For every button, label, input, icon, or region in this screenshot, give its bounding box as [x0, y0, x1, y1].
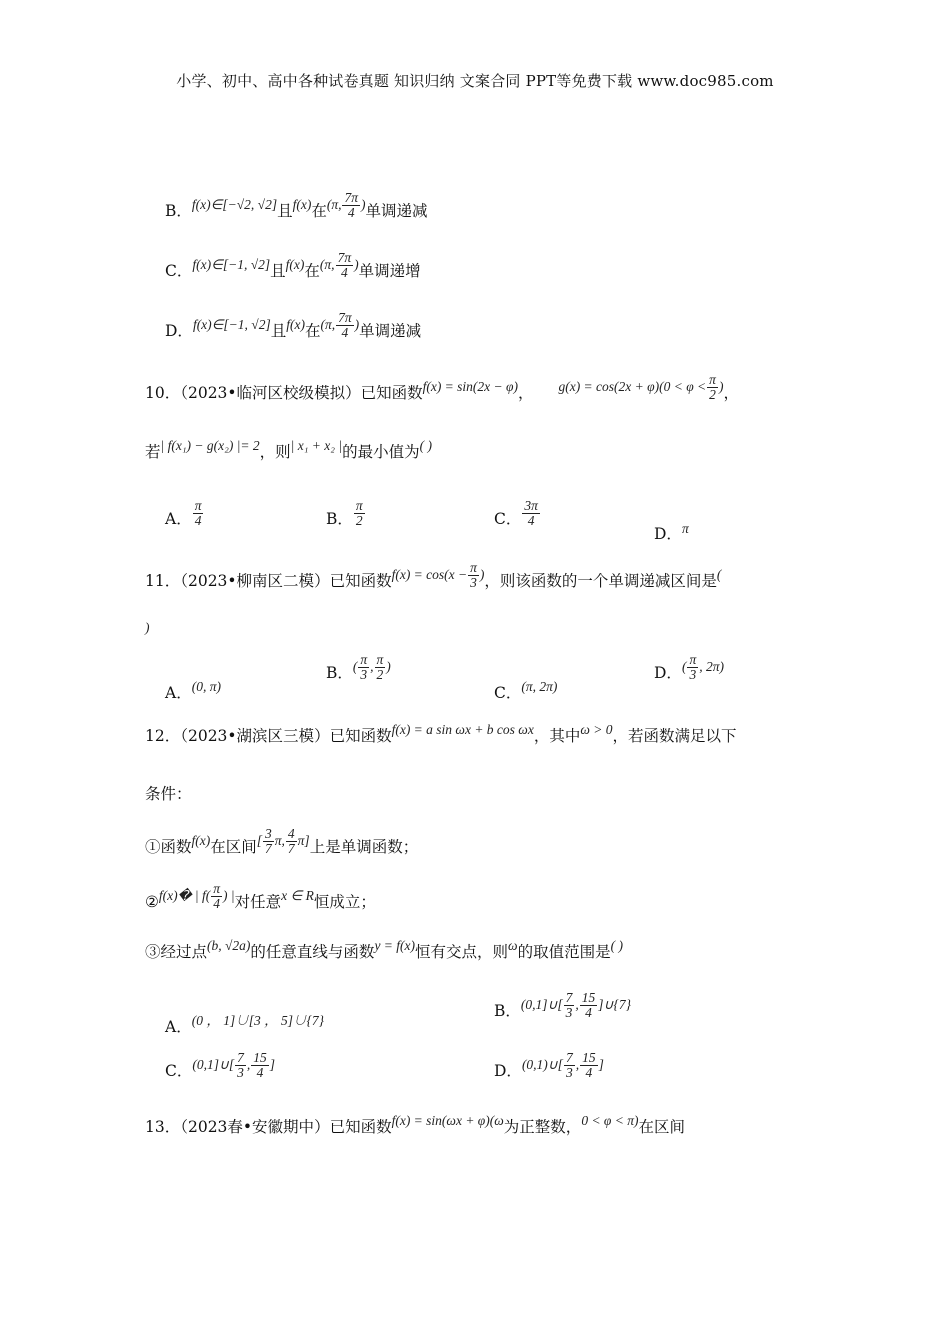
q11-paren-close: ): [145, 620, 150, 635]
q12-condition-title: 条件：: [145, 785, 192, 803]
q10-option-a: A． $\frac{\pi}{4}$: [165, 498, 202, 529]
q9-option-b: B．f(x)∈[−√2, √2]且f(x)在(π, $\frac{7\pi}{4}$ )单调递减: [165, 190, 428, 221]
q10-option-d: D．π: [654, 521, 689, 543]
q12-condition-3: ③经过点(b, √2a)的任意直线与函数y = f(x)恒有交点，则ω的取值范围是( ): [145, 938, 623, 961]
q9-option-c: C．f(x)∈[−1, √2]且f(x)在(π, $\frac{7\pi}{4}$ )单调递增: [165, 250, 421, 281]
q10-option-b: B． $\frac{\pi}{2}$: [326, 498, 363, 529]
q12-option-a: A．(0 ， 1]∪[3 ， 5]∪{7}: [165, 1013, 325, 1036]
q10-stem-line2: 若| f(x₁) − g(x₂) |= 2，则| x₁ + x₂ |的最小值为( ): [145, 438, 432, 461]
page-header: 小学、初中、高中各种试卷真题 知识归纳 文案合同 PPT等免费下载 www.doc985.com: [176, 72, 774, 90]
q12-option-c: C．(0,1]∪[ $\frac{7}{3}$ , $\frac{15}{4}$ ]: [165, 1050, 276, 1081]
q9-option-d: D．f(x)∈[−1, √2]且f(x)在(π, $\frac{7\pi}{4}$ )单调递减: [165, 310, 422, 341]
q12-option-d: D．(0,1)∪[ $\frac{7}{3}$ , $\frac{15}{4}$ ]: [494, 1050, 604, 1081]
q13-stem: 13．（2023春•安徽期中）已知函数f(x) = sin(ωx + φ)(ω为正整数，0 < φ < π)在区间: [145, 1113, 686, 1136]
q12-condition-1: ①函数f(x)在区间[ $\frac{3}{7}$ π, $\frac{4}{7}$ π]上是单调函数；: [145, 826, 419, 857]
q10-stem-line1: 10．（2023•临河区校级模拟）已知函数f(x) = sin(2x − φ)， g(x) = cos(2x + φ)(0 < φ < $\frac{\pi}{2}$ )，: [145, 372, 739, 403]
q11-stem: 11．（2023•柳南区二模）已知函数f(x) = cos(x − $\frac{\pi}{3}$ )，则该函数的一个单调递减区间是(: [145, 560, 722, 591]
q12-option-b: B．(0,1]∪[ $\frac{7}{3}$ , $\frac{15}{4}$ ]∪{7}: [494, 990, 631, 1021]
q10-option-c: C． $\frac{3\pi}{4}$: [494, 498, 538, 529]
q11-option-d: D．( $\frac{\pi}{3}$ , 2π): [654, 652, 724, 683]
q11-option-a: A．(0, π): [165, 679, 221, 702]
q11-option-c: C．(π, 2π): [494, 679, 558, 702]
q12-stem: 12．（2023•湖滨区三模）已知函数f(x) = a sin ωx + b cos ωx，其中ω > 0，若函数满足以下: [145, 722, 737, 745]
q12-condition-2: ②f(x)� | f( $\frac{\pi}{4}$ ) |对任意x ∈ R恒成立；: [145, 881, 376, 912]
q11-option-b: B．( $\frac{\pi}{3}$ , $\frac{\pi}{2}$ ): [326, 652, 391, 683]
